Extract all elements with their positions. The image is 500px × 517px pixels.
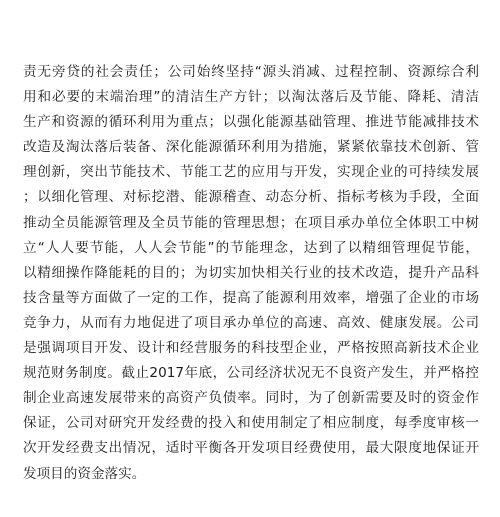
text-line: 发项目的资金落实。 [23, 465, 146, 482]
text-line: ；以细化管理、对标挖潜、能源稽查、动态分析、指标考核为手段，全面 [23, 189, 479, 206]
text-line: 保证，公司对研究开发经费的投入和使用制定了相应制度，每季度审核一 [23, 415, 479, 432]
text-line: 理创新，突出节能技术、节能工艺的应用与开发，实现企业的可持续发展 [23, 164, 479, 181]
text-line: 以精细操作降能耗的目的；为切实加快相关行业的技术改造，提升产品科 [23, 264, 479, 281]
text-line: 技含量等方面做了一定的工作，提高了能源利用效率，增强了企业的市场 [23, 289, 479, 306]
text-line: 竞争力，从而有力地促进了项目承办单位的高速、高效、健康发展。公司 [23, 314, 479, 331]
body-paragraph [23, 60, 479, 487]
text-line: 用和必要的末端治理”的清洁生产方针；以淘汰落后及节能、降耗、清洁 [23, 89, 479, 106]
text-line: 推动全员能源管理及全员节能的管理思想；在项目承办单位全体职工中树 [23, 214, 479, 231]
text-line: 规范财务制度。截止2017年底，公司经济状况无不良资产发生，并严格控 [23, 365, 479, 382]
text-line: 责无旁贷的社会责任；公司始终坚持“源头消减、过程控制、资源综合利 [23, 64, 479, 80]
text-line: 是强调项目开发、设计和经营服务的科技型企业，严格按照高新技术企业 [23, 340, 479, 357]
text-line: 制企业高速发展带来的高资产负债率。同时，为了创新需要及时的资金作 [23, 390, 479, 407]
text-line: 生产和资源的循环利用为重点；以强化能源基础管理、推进节能减排技术 [23, 114, 479, 131]
text-line: 改造及淘汰落后装备、深化能源循环利用为措施，紧紧依靠技术创新、管 [23, 139, 479, 156]
text-line: 立“人人要节能，人人会节能”的节能理念，达到了以精细管理促节能， [23, 239, 479, 256]
text-line: 次开发经费支出情况，适时平衡各开发项目经费使用，最大限度地保证开 [23, 440, 479, 457]
